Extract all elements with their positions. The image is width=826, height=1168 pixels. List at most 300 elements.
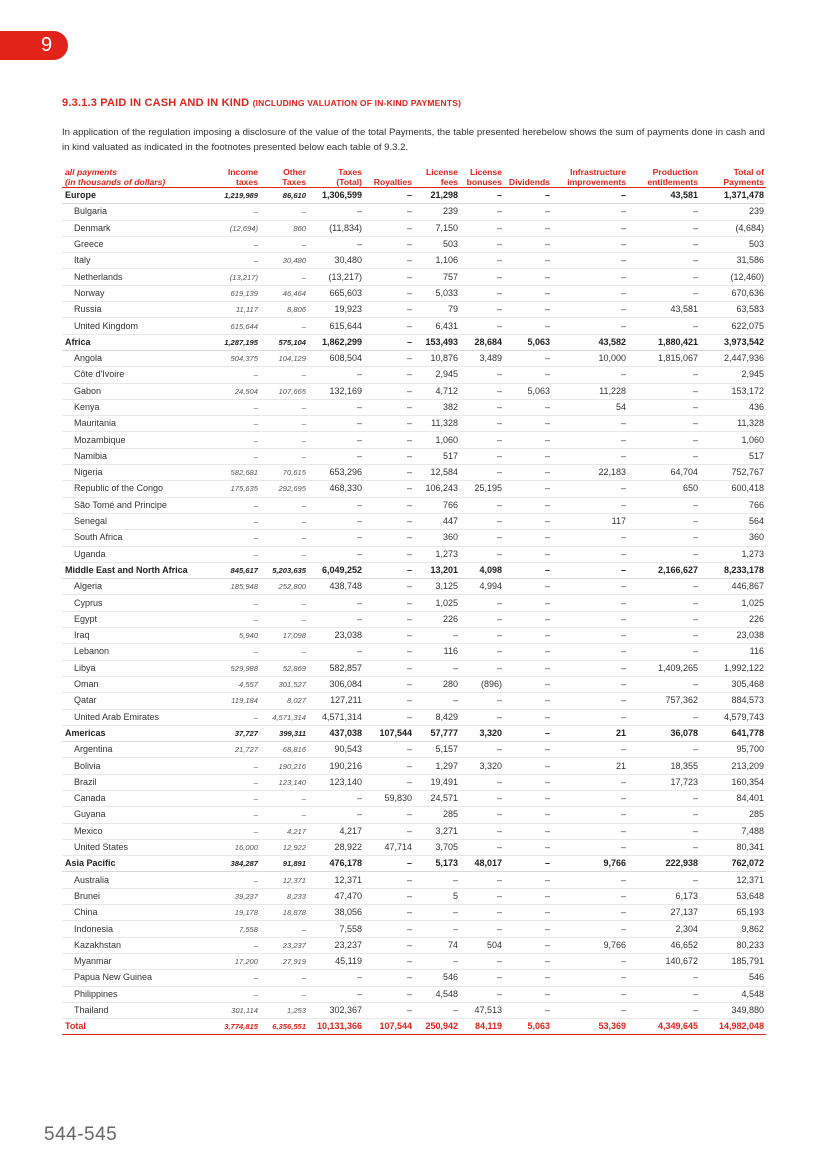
table-cell: – — [628, 432, 700, 448]
row-label: Bulgaria — [62, 204, 200, 220]
table-cell: – — [308, 432, 364, 448]
table-cell: – — [504, 269, 552, 285]
table-cell: 517 — [700, 448, 766, 464]
column-header — [62, 166, 200, 188]
table-cell: – — [504, 236, 552, 252]
table-cell: – — [628, 595, 700, 611]
table-cell: – — [552, 432, 628, 448]
table-cell: 65,193 — [700, 905, 766, 921]
table-cell: – — [460, 188, 504, 204]
table-cell: 302,367 — [308, 1002, 364, 1018]
table-cell: 18,878 — [260, 905, 308, 921]
row-label: Norway — [62, 285, 200, 301]
table-cell: – — [504, 481, 552, 497]
table-cell: – — [628, 676, 700, 692]
table-cell: 19,178 — [200, 905, 260, 921]
table-cell: – — [552, 839, 628, 855]
table-cell: – — [260, 513, 308, 529]
table-cell: 117 — [552, 513, 628, 529]
row-label: Kenya — [62, 399, 200, 415]
row-label: Iraq — [62, 628, 200, 644]
table-cell: 503 — [414, 236, 460, 252]
table-cell: – — [260, 497, 308, 513]
table-row — [62, 465, 766, 481]
column-header-line2: Royalties — [373, 177, 412, 187]
table-cell: – — [308, 595, 364, 611]
table-cell: 845,617 — [200, 562, 260, 578]
table-cell: – — [364, 546, 414, 562]
table-cell: 12,584 — [414, 465, 460, 481]
table-cell: 22,183 — [552, 465, 628, 481]
section-heading — [62, 97, 772, 109]
table-row — [62, 318, 766, 334]
table-cell: 762,072 — [700, 856, 766, 872]
table-cell: – — [628, 970, 700, 986]
table-cell: – — [364, 318, 414, 334]
table-cell: – — [628, 367, 700, 383]
table-cell: – — [504, 742, 552, 758]
table-cell: – — [628, 285, 700, 301]
table-row — [62, 530, 766, 546]
table-cell: – — [628, 823, 700, 839]
table-cell: 5,063 — [504, 334, 552, 350]
table-header-row — [62, 166, 766, 188]
table-cell: 59,830 — [364, 790, 414, 806]
table-cell: 2,945 — [700, 367, 766, 383]
row-label: Angola — [62, 350, 200, 366]
table-cell: – — [504, 513, 552, 529]
table-cell: – — [504, 888, 552, 904]
table-cell: 68,816 — [260, 742, 308, 758]
table-cell: 239 — [700, 204, 766, 220]
table-cell: – — [504, 530, 552, 546]
column-header — [200, 166, 260, 188]
table-cell: 47,714 — [364, 839, 414, 855]
table-cell: – — [260, 611, 308, 627]
table-cell: – — [364, 905, 414, 921]
table-cell: 1,025 — [700, 595, 766, 611]
table-cell: – — [628, 807, 700, 823]
table-cell: – — [504, 318, 552, 334]
table-cell: – — [552, 676, 628, 692]
table-cell: – — [460, 367, 504, 383]
table-body — [62, 188, 766, 1035]
table-cell: – — [200, 432, 260, 448]
table-cell: 292,695 — [260, 481, 308, 497]
table-cell: 25,195 — [460, 481, 504, 497]
total-row — [62, 1019, 766, 1035]
table-cell: – — [364, 921, 414, 937]
table-cell: 123,140 — [308, 774, 364, 790]
table-cell: – — [364, 481, 414, 497]
table-cell: 23,237 — [260, 937, 308, 953]
table-cell: – — [364, 872, 414, 888]
table-cell: 12,371 — [700, 872, 766, 888]
table-cell: – — [308, 204, 364, 220]
table-cell: 4,548 — [700, 986, 766, 1002]
table-cell: 70,615 — [260, 465, 308, 481]
table-cell: – — [364, 204, 414, 220]
table-cell: – — [364, 758, 414, 774]
table-cell: 10,131,366 — [308, 1019, 364, 1035]
table-cell: 116 — [414, 644, 460, 660]
table-cell: 6,431 — [414, 318, 460, 334]
table-cell: – — [552, 302, 628, 318]
table-cell: – — [460, 595, 504, 611]
row-label: Brunei — [62, 888, 200, 904]
table-cell: 3,271 — [414, 823, 460, 839]
table-cell: 503 — [700, 236, 766, 252]
table-cell: – — [308, 644, 364, 660]
table-cell: – — [364, 644, 414, 660]
row-label: Europe — [62, 188, 200, 204]
table-cell: 11,228 — [552, 383, 628, 399]
table-cell: 28,684 — [460, 334, 504, 350]
table-cell: 5,940 — [200, 628, 260, 644]
row-label: Argentina — [62, 742, 200, 758]
column-header-line2: Dividends — [508, 177, 550, 187]
table-cell: 4,217 — [308, 823, 364, 839]
table-cell: 650 — [628, 481, 700, 497]
table-cell: – — [200, 416, 260, 432]
table-cell: 4,571,314 — [260, 709, 308, 725]
table-cell: 476,178 — [308, 856, 364, 872]
table-cell: – — [364, 432, 414, 448]
table-row — [62, 481, 766, 497]
table-cell: – — [460, 742, 504, 758]
table-cell: – — [504, 188, 552, 204]
table-cell: – — [552, 807, 628, 823]
row-label: Netherlands — [62, 269, 200, 285]
table-cell: – — [460, 399, 504, 415]
table-cell: – — [504, 856, 552, 872]
row-label: Russia — [62, 302, 200, 318]
table-cell: – — [364, 530, 414, 546]
table-cell: – — [200, 790, 260, 806]
table-cell: – — [504, 709, 552, 725]
table-cell: 27,919 — [260, 953, 308, 969]
table-cell: – — [460, 204, 504, 220]
table-row — [62, 611, 766, 627]
table-cell: 766 — [414, 497, 460, 513]
table-cell: – — [260, 318, 308, 334]
table-cell: 622,075 — [700, 318, 766, 334]
table-cell: 175,635 — [200, 481, 260, 497]
table-cell: 436 — [700, 399, 766, 415]
table-cell: – — [628, 204, 700, 220]
table-cell: 10,000 — [552, 350, 628, 366]
table-cell: – — [460, 285, 504, 301]
table-cell: (4,684) — [700, 220, 766, 236]
table-cell: – — [260, 986, 308, 1002]
table-cell: – — [552, 481, 628, 497]
table-cell: – — [504, 416, 552, 432]
row-label: Egypt — [62, 611, 200, 627]
table-row — [62, 448, 766, 464]
table-cell: 11,328 — [414, 416, 460, 432]
table-cell: 382 — [414, 399, 460, 415]
table-cell: – — [200, 204, 260, 220]
table-row — [62, 807, 766, 823]
table-row — [62, 644, 766, 660]
table-cell: – — [460, 432, 504, 448]
table-cell: 1,273 — [700, 546, 766, 562]
table-cell: 4,712 — [414, 383, 460, 399]
table-cell: 11,328 — [700, 416, 766, 432]
table-cell: 280 — [414, 676, 460, 692]
table-cell: – — [364, 562, 414, 578]
table-cell: 360 — [414, 530, 460, 546]
table-cell: 7,488 — [700, 823, 766, 839]
table-cell: – — [628, 628, 700, 644]
table-row — [62, 758, 766, 774]
row-label: Uganda — [62, 546, 200, 562]
column-header-line2: Taxes — [282, 177, 306, 187]
row-label: Papua New Guinea — [62, 970, 200, 986]
table-cell: 17,200 — [200, 953, 260, 969]
table-cell: – — [460, 236, 504, 252]
table-cell: – — [200, 595, 260, 611]
table-cell: 104,129 — [260, 350, 308, 366]
table-cell: – — [460, 660, 504, 676]
table-cell: – — [460, 970, 504, 986]
table-cell: 9,766 — [552, 937, 628, 953]
table-cell: 5,033 — [414, 285, 460, 301]
column-header-line1: Income — [227, 167, 258, 177]
table-row — [62, 579, 766, 595]
row-label: Middle East and North Africa — [62, 562, 200, 578]
table-cell: – — [364, 302, 414, 318]
table-cell: – — [504, 921, 552, 937]
table-row — [62, 204, 766, 220]
table-cell: 43,581 — [628, 188, 700, 204]
row-label: Republic of the Congo — [62, 481, 200, 497]
table-cell: – — [200, 774, 260, 790]
table-cell: – — [460, 953, 504, 969]
table-cell: 84,401 — [700, 790, 766, 806]
table-cell: – — [364, 986, 414, 1002]
table-cell: – — [364, 269, 414, 285]
table-cell: – — [460, 888, 504, 904]
table-cell: 504 — [460, 937, 504, 953]
region-row — [62, 725, 766, 741]
row-label: Mozambique — [62, 432, 200, 448]
table-cell: 53,369 — [552, 1019, 628, 1035]
table-cell: 4,098 — [460, 562, 504, 578]
table-cell: – — [504, 628, 552, 644]
table-row — [62, 1002, 766, 1018]
table-cell: – — [504, 611, 552, 627]
table-cell: 39,237 — [200, 888, 260, 904]
table-cell: – — [628, 530, 700, 546]
table-row — [62, 709, 766, 725]
chapter-tab: 9 — [0, 31, 68, 60]
table-cell: 38,056 — [308, 905, 364, 921]
table-row — [62, 905, 766, 921]
table-cell: 213,209 — [700, 758, 766, 774]
row-label: Indonesia — [62, 921, 200, 937]
table-cell: 19,923 — [308, 302, 364, 318]
table-cell: – — [200, 448, 260, 464]
table-cell: 37,727 — [200, 725, 260, 741]
table-cell: 349,880 — [700, 1002, 766, 1018]
table-cell: – — [200, 530, 260, 546]
table-cell: – — [628, 497, 700, 513]
region-row — [62, 334, 766, 350]
table-cell: – — [308, 416, 364, 432]
intro-paragraph: In application of the regulation imposing a disclosure of the value of the total Payments, the table presented herebelow shows the sum of payments done in cash and in kind valuated as indicated in the footnotes presented below each table of 9.3.2. — [62, 127, 765, 153]
row-label: Australia — [62, 872, 200, 888]
table-cell: – — [504, 676, 552, 692]
table-cell: 47,513 — [460, 1002, 504, 1018]
table-cell: – — [504, 970, 552, 986]
table-cell: 384,287 — [200, 856, 260, 872]
row-label: United Kingdom — [62, 318, 200, 334]
table-cell: 8,233 — [260, 888, 308, 904]
row-label: Mexico — [62, 823, 200, 839]
table-cell: 222,938 — [628, 856, 700, 872]
table-cell: 21 — [552, 725, 628, 741]
table-cell: 3,489 — [460, 350, 504, 366]
table-cell: 1,060 — [414, 432, 460, 448]
row-label: Libya — [62, 660, 200, 676]
row-label: Namibia — [62, 448, 200, 464]
table-cell: – — [504, 807, 552, 823]
table-cell: – — [460, 790, 504, 806]
table-cell: 1,106 — [414, 253, 460, 269]
column-header — [552, 166, 628, 188]
table-cell: – — [628, 546, 700, 562]
table-cell: 64,704 — [628, 465, 700, 481]
table-cell: 285 — [700, 807, 766, 823]
row-label: United Arab Emirates — [62, 709, 200, 725]
table-cell: – — [364, 856, 414, 872]
table-cell: – — [260, 790, 308, 806]
table-cell: 446,867 — [700, 579, 766, 595]
table-cell: – — [460, 269, 504, 285]
table-cell: – — [260, 399, 308, 415]
table-cell: 119,184 — [200, 693, 260, 709]
table-cell: – — [504, 790, 552, 806]
table-cell: – — [364, 1002, 414, 1018]
table-cell: 190,216 — [260, 758, 308, 774]
row-label: Oman — [62, 676, 200, 692]
table-cell: – — [364, 399, 414, 415]
table-cell: – — [414, 1002, 460, 1018]
table-row — [62, 220, 766, 236]
table-cell: – — [364, 823, 414, 839]
table-cell: 600,418 — [700, 481, 766, 497]
table-row — [62, 660, 766, 676]
table-row — [62, 399, 766, 415]
table-cell: 1,992,122 — [700, 660, 766, 676]
column-header-line1: Production — [652, 167, 698, 177]
table-cell: 447 — [414, 513, 460, 529]
table-cell: 1,409,265 — [628, 660, 700, 676]
table-cell: – — [460, 905, 504, 921]
table-cell: – — [364, 285, 414, 301]
table-cell: 185,948 — [200, 579, 260, 595]
table-cell: – — [364, 676, 414, 692]
table-cell: – — [460, 823, 504, 839]
table-cell: 4,349,645 — [628, 1019, 700, 1035]
table-cell: – — [200, 513, 260, 529]
table-cell: – — [628, 383, 700, 399]
table-cell: 615,644 — [308, 318, 364, 334]
table-row — [62, 921, 766, 937]
table-cell: – — [552, 644, 628, 660]
table-cell: 30,480 — [260, 253, 308, 269]
table-cell: – — [414, 953, 460, 969]
table-cell: – — [200, 253, 260, 269]
table-cell: 438,748 — [308, 579, 364, 595]
table-cell: 517 — [414, 448, 460, 464]
table-cell: 564 — [700, 513, 766, 529]
table-cell: – — [364, 970, 414, 986]
table-cell: 17,098 — [260, 628, 308, 644]
table-row — [62, 937, 766, 953]
table-cell: 582,857 — [308, 660, 364, 676]
column-header-line2: (Total) — [336, 177, 362, 187]
table-cell: – — [308, 530, 364, 546]
table-cell: 641,778 — [700, 725, 766, 741]
table-cell: – — [260, 432, 308, 448]
table-cell: – — [364, 660, 414, 676]
table-cell: 9,862 — [700, 921, 766, 937]
table-cell: – — [504, 399, 552, 415]
table-cell: – — [504, 839, 552, 855]
table-cell: 1,287,195 — [200, 334, 260, 350]
table-cell: 107,665 — [260, 383, 308, 399]
row-label: Thailand — [62, 1002, 200, 1018]
table-cell: – — [460, 383, 504, 399]
table-cell: – — [364, 513, 414, 529]
page-number: 544-545 — [44, 1124, 118, 1145]
table-cell: – — [364, 742, 414, 758]
table-cell: – — [260, 204, 308, 220]
table-cell: – — [364, 334, 414, 350]
table-cell: – — [200, 399, 260, 415]
table-cell: 153,493 — [414, 334, 460, 350]
table-cell: 301,114 — [200, 1002, 260, 1018]
table-cell: 757 — [414, 269, 460, 285]
table-row — [62, 302, 766, 318]
table-cell: – — [460, 644, 504, 660]
table-row — [62, 546, 766, 562]
table-cell: – — [260, 530, 308, 546]
table-cell: – — [260, 416, 308, 432]
table-cell: – — [308, 448, 364, 464]
table-cell: – — [260, 595, 308, 611]
table-cell: 3,320 — [460, 725, 504, 741]
table-cell: 2,166,627 — [628, 562, 700, 578]
table-cell: – — [628, 220, 700, 236]
column-header-line2: bonuses — [466, 177, 502, 187]
table-cell: – — [552, 530, 628, 546]
table-cell: – — [504, 497, 552, 513]
table-cell: 546 — [700, 970, 766, 986]
table-cell: 8,806 — [260, 302, 308, 318]
table-cell: – — [364, 693, 414, 709]
table-cell: 18,355 — [628, 758, 700, 774]
table-cell: 52,869 — [260, 660, 308, 676]
table-cell: 5,157 — [414, 742, 460, 758]
row-label: Canada — [62, 790, 200, 806]
table-cell: 6,049,252 — [308, 562, 364, 578]
table-cell: 16,000 — [200, 839, 260, 855]
column-header — [460, 166, 504, 188]
table-cell: – — [260, 236, 308, 252]
